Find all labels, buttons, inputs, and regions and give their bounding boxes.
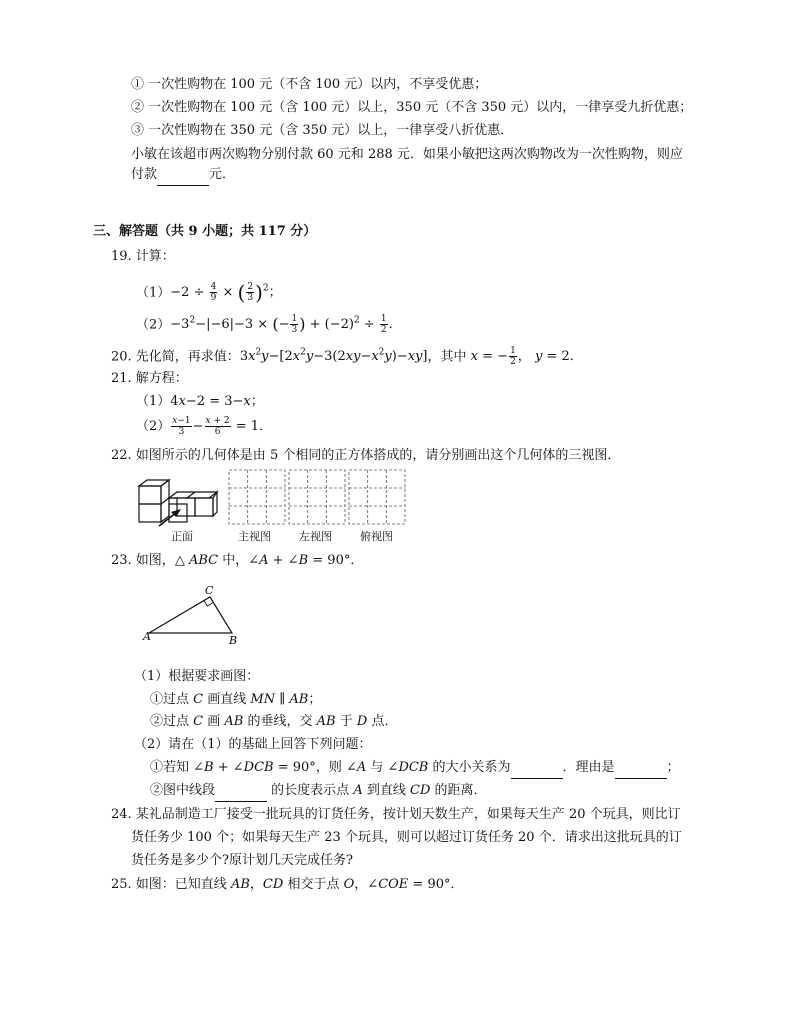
answer-blank xyxy=(511,758,563,779)
grid-front-view xyxy=(229,470,285,524)
q20-expr: $3x^2y-[2x^2y-3(2xy-x^2y)-xy]$ xyxy=(239,348,428,365)
text: ，则 xyxy=(315,760,342,775)
answer-blank xyxy=(615,758,667,779)
part-label: （1） xyxy=(136,285,171,301)
text: ①过点 xyxy=(150,692,190,707)
q23-part-1b: ②过点 C 画 AB 的垂线，交 AB 于 D 点． xyxy=(150,714,398,729)
vertex-b: B xyxy=(229,634,238,647)
text: 25. 如图：已知直线 xyxy=(111,877,227,892)
text: ．理由是 xyxy=(562,760,615,775)
q23-part-1a: ①过点 C 画直线 MN ∥ AB； xyxy=(150,692,322,707)
q19-part-2 xyxy=(136,308,402,334)
right-angle-mark xyxy=(204,601,213,607)
grid-top-view xyxy=(349,470,405,524)
text: 的长度表示点 xyxy=(271,783,350,798)
q18-unit: 元． xyxy=(209,167,236,182)
text: 相交于点 xyxy=(287,877,340,892)
q22-figure xyxy=(137,470,417,530)
text: 画 xyxy=(207,714,221,729)
q19-title: 19. 计算： xyxy=(111,249,175,264)
answer-blank xyxy=(157,165,209,186)
q19-part-1 xyxy=(136,272,282,306)
q22-text: 22. 如图所示的几何体是由 5 个相同的正方体搭成的，请分别画出这个几何体的三视图． xyxy=(111,448,621,463)
q23-expr: △ ABC 中，∠A + ∠B = 90°． xyxy=(174,553,364,568)
q20-condition: ，其中 xyxy=(427,349,467,365)
rule-2: ② 一次性购物在 100 元（含 100 元）以上，350 元（不含 350 元）以内，一律享受九折优惠； xyxy=(131,100,693,115)
q18-text-1: 小敏在该超市两次购物分别付款 60 元和 288 元．如果小敏把这两次购物改为一次性购物，则应 xyxy=(131,147,683,162)
text: 的距离． xyxy=(434,783,487,798)
grid-left-view xyxy=(289,470,345,524)
answer-blank xyxy=(215,781,267,802)
q21-eq-1: 4x−2 = 3−x； xyxy=(170,394,264,409)
caption-top-view: 俯视图 xyxy=(360,530,393,543)
part-label: （1） xyxy=(136,394,171,409)
text: 画直线 xyxy=(207,692,247,707)
q21-part-2 xyxy=(136,414,272,440)
q23-part-2b: ②图中线段 的长度表示点 A 到直线 CD 的距离． xyxy=(150,781,487,802)
q21-title: 21. 解方程： xyxy=(111,371,188,386)
q24-line-3: 货任务是多少个?原计划几天完成任务? xyxy=(131,853,353,868)
text: ， xyxy=(354,877,368,892)
q23-part-2: （2）请在（1）的基础上回答下列问题： xyxy=(134,737,372,752)
q20-values: x = − $\frac{1}{2}$ ， y = 2． xyxy=(470,346,583,368)
q20-line xyxy=(111,341,583,368)
q23-label: 23. 如图， xyxy=(111,553,175,568)
text: ； xyxy=(666,760,680,775)
rule-1: ① 一次性购物在 100 元（不含 100 元）以内，不享受优惠； xyxy=(131,77,488,92)
caption-front: 正面 xyxy=(171,530,193,543)
q19-expr-1: −2 ÷ $\frac{4}{9}$ × ( $\frac{2}{3}$ )$^2$； xyxy=(170,280,282,305)
vertex-c: C xyxy=(205,584,214,597)
text: 的大小关系为 xyxy=(432,760,511,775)
part-label: （2） xyxy=(136,419,171,434)
text: 到直线 xyxy=(366,783,406,798)
part-label: （2） xyxy=(136,317,171,333)
q25-line: 25. 如图：已知直线 AB，CD 相交于点 O，∠COE = 90°． xyxy=(111,877,464,892)
q19-expr-2: $-3^2-|-6|-3$ × (− $\frac{1}{3}$ ) + $(-2)^2$ ÷ $\frac{1}{2}$ ． xyxy=(170,314,402,336)
text: 的垂线，交 xyxy=(247,714,313,729)
q21-part-1 xyxy=(136,392,264,412)
q18-text-2 xyxy=(131,165,235,186)
q21-eq-2: $\frac{x-1}{3}$ − $\frac{x + 2}{6}$ = 1． xyxy=(172,416,273,437)
text: 于 xyxy=(339,714,353,729)
section-heading: 三、解答题（共 9 小题；共 117 分） xyxy=(93,224,317,239)
caption-main-view: 主视图 xyxy=(238,530,271,543)
q20-title: 20. 先化简，再求值： xyxy=(111,349,240,365)
text: ②过点 xyxy=(150,714,190,729)
q23-title xyxy=(111,551,363,571)
q24-line-2: 货任务少 100 个；如果每天生产 23 个玩具，则可以超过订货任务 20 个．请求出这批玩具的订 xyxy=(131,830,682,845)
text: ． xyxy=(450,877,464,892)
caption-left-view: 左视图 xyxy=(299,530,332,543)
rule-3: ③ 一次性购物在 350 元（含 350 元）以上，一律享受八折优惠． xyxy=(131,123,514,138)
q24-line-1: 24. 某礼品制造工厂接受一批玩具的订货任务，按计划天数生产，如果每天生产 20 个玩具，则比订 xyxy=(111,807,681,822)
vertex-a: A xyxy=(143,630,151,643)
text: ①若知 xyxy=(150,760,190,775)
text: ②图中线段 xyxy=(150,783,216,798)
q23-part-1: （1）根据要求画图： xyxy=(134,669,260,684)
text: 点． xyxy=(371,714,398,729)
q23-part-2a: ①若知 ∠B + ∠DCB = 90°，则 ∠A 与 ∠DCB 的大小关系为 ．理由是 ； xyxy=(150,758,680,779)
text: 与 xyxy=(370,760,384,775)
q18-pay-label: 付款 xyxy=(131,167,158,182)
